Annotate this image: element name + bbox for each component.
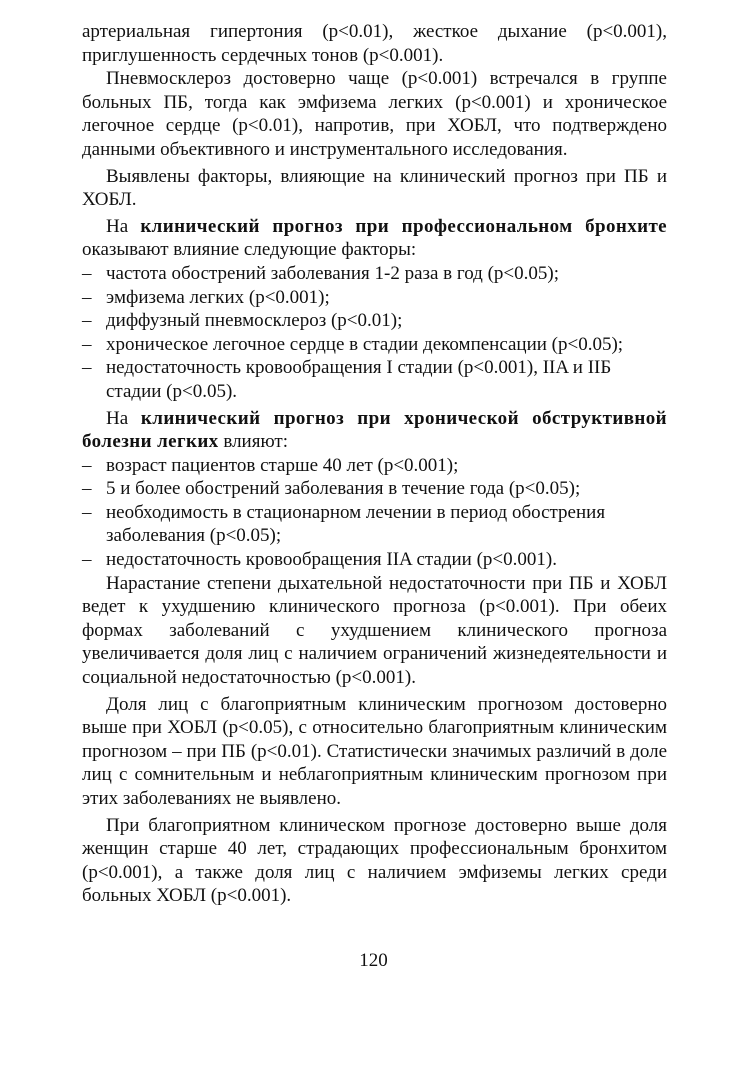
- paragraph-1: артериальная гипертония (p<0.01), жесткое дыхание (p<0.001), приглушенность сердечных тонов (p<0.001).: [82, 21, 667, 66]
- paragraph-2: Пневмосклероз достоверно чаще (p<0.001) встречался в группе больных ПБ, тогда как эмфизема легких (p<0.001) и хроническое легочное сердце (p<0.01), напротив, при ХОБЛ, что подтверждено данными объективного и инструментального исследования.: [82, 68, 667, 160]
- list-item: – недостаточность кровообращения I стадии (p<0.001), IIA и IIБ стадии (p<0.05).: [82, 356, 667, 403]
- list-item: – эмфизема легких (p<0.001);: [82, 286, 667, 310]
- paragraph-4: [82, 215, 667, 262]
- list-item: – возраст пациентов старше 40 лет (p<0.001);: [82, 454, 667, 478]
- paragraph-5-emphasis: клинический прогноз при хронической обструктивной болезни легких: [82, 407, 667, 453]
- list-item: – необходимость в стационарном лечении в период обострения заболевания (p<0.05);: [82, 501, 667, 548]
- list-item: – диффузный пневмосклероз (p<0.01);: [82, 309, 667, 333]
- paragraph-7: Доля лиц с благоприятным клиническим прогнозом достоверно выше при ХОБЛ (p<0.05), с относительно благоприятным клиническим прогнозом – при ПБ (p<0.01). Статистически значимых различий в доле лиц с сомнительным и неблагоприятным клиническим прогнозом при этих заболеваниях не выявлено.: [82, 693, 667, 809]
- list-item: – хроническое легочное сердце в стадии декомпенсации (p<0.05);: [82, 333, 667, 357]
- paragraph-3: Выявлены факторы, влияющие на клинический прогноз при ПБ и ХОБЛ.: [82, 165, 667, 211]
- paragraph-4-emphasis: клинический прогноз при профессиональном бронхите: [140, 215, 668, 237]
- paragraph-4-suffix: оказывают влияние следующие факторы:: [82, 239, 417, 261]
- list-item: – 5 и более обострений заболевания в течение года (p<0.05);: [82, 477, 667, 501]
- factor-list-copd: [82, 454, 667, 572]
- paragraph-4-prefix: На: [106, 215, 141, 237]
- paragraph-8: При благоприятном клиническом прогнозе достоверно выше доля женщин старше 40 лет, страдающих профессиональным бронхитом (p<0.001), а также доля лиц с наличием эмфиземы легких среди больных ХОБЛ (p<0.001).: [82, 814, 667, 907]
- factor-list-bronchitis: [82, 262, 667, 404]
- list-item: – частота обострений заболевания 1-2 раза в год (p<0.05);: [82, 262, 667, 286]
- paragraph-5-prefix: На: [106, 407, 141, 429]
- paragraph-5-suffix: влияют:: [218, 431, 288, 453]
- paragraph-5: [82, 407, 667, 454]
- body-text: [82, 20, 667, 908]
- paragraph-6: Нарастание степени дыхательной недостаточности при ПБ и ХОБЛ ведет к ухудшению клинического прогноза (p<0.001). При обеих формах заболеваний с ухудшением клинического прогноза увеличивается доля лиц с наличием ограничений жизнедеятельности и социальной недостаточностью (p<0.001).: [82, 572, 667, 689]
- page-number: 120: [359, 950, 388, 971]
- list-item: – недостаточность кровообращения IIA стадии (p<0.001).: [82, 548, 667, 572]
